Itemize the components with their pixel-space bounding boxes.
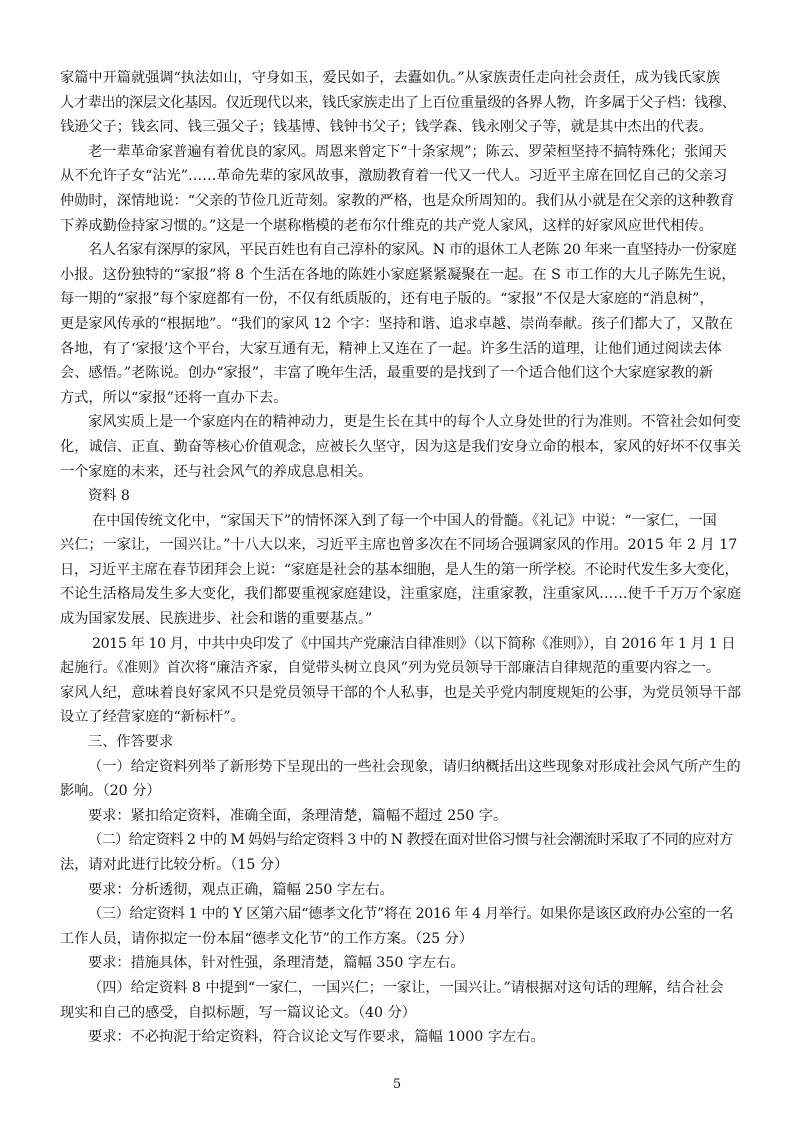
paragraph bbox=[60, 140, 740, 238]
question bbox=[60, 828, 740, 877]
text-line: 人才辈出的深层文化基因。仅近现代以来，钱氏家族走出了上百位重量级的各界人物，许多属于父子档：钱穆、 bbox=[60, 94, 736, 111]
question bbox=[60, 755, 740, 804]
text-line: （二）给定资料 2 中的 M 妈妈与给定资料 3 中的 N 教授在面对世俗习惯与社会潮流时采取了不同的应对方 bbox=[88, 832, 733, 849]
text-line: 家风实质上是一个家庭内在的精神动力，更是生长在其中的每个人立身处世的行为准则。不管社会如何变 bbox=[88, 414, 741, 431]
paragraph bbox=[60, 632, 740, 730]
text-line: 名人名家有深厚的家风，平民百姓也有自己淳朴的家风。N 市的退休工人老陈 20 年来一直坚持办一份家庭 bbox=[88, 242, 737, 259]
page-number: 5 bbox=[392, 1077, 402, 1092]
text-line: （三）给定资料 1 中的 Y 区第六届“德孝文化节”将在 2016 年 4 月举行。如果你是该区政府办公室的一名 bbox=[88, 906, 734, 923]
text-line: 方式，所以“家报”还将一直办下去。 bbox=[60, 389, 288, 406]
paragraph bbox=[60, 410, 740, 484]
text-line: 要求：分析透彻，观点正确，篇幅 250 字左右。 bbox=[88, 881, 394, 898]
section-heading bbox=[60, 730, 740, 755]
text-line: 法，请对此进行比较分析。（15 分） bbox=[60, 857, 289, 873]
question-requirement bbox=[60, 804, 740, 829]
text-line: 下养成勤俭持家习惯的。”这是一个堪称楷模的老布尔什维克的共产党人家风，这样的好家风应世代相传。 bbox=[60, 217, 713, 234]
text-line: 钱逊父子；钱玄同、钱三强父子；钱基博、钱钟书父子；钱学森、钱永刚父子等，就是其中杰出的代表。 bbox=[60, 119, 713, 136]
question bbox=[60, 976, 740, 1025]
text-line: 从不允许子女“沾光”……革命先辈的家风故事，激励教育着一代又一代人。习近平主席在回忆自己的父亲习 bbox=[60, 168, 728, 185]
text-line: 小报。这份独特的“家报”将 8 个生活在各地的陈姓小家庭紧紧凝聚在一起。在 S 市工作的大儿子陈先生说， bbox=[60, 266, 736, 283]
text-line: 在中国传统文化中，“家国天下”的情怀深入到了每一个中国人的骨髓。《礼记》中说：“一家仁，一国 bbox=[92, 512, 717, 529]
text-line: 家风人纪，意味着良好家风不只是党员领导干部的个人私事，也是关乎党内制度规矩的公事，为党员领导干部 bbox=[60, 684, 742, 701]
text-line: 现实和自己的感受，自拟标题，写一篇议论文。（40 分） bbox=[60, 1004, 416, 1021]
text-line: 更是家风传承的“根据地”。“我们的家风 12 个字：坚持和谐、追求卓越、崇尚奉献。孩子们都大了，又散在 bbox=[60, 315, 734, 332]
text-line: 要求：不必拘泥于给定资料，符合议论文写作要求，篇幅 1000 字左右。 bbox=[88, 1029, 545, 1046]
text-line: （四）给定资料 8 中提到“一家仁，一国兴仁；一家让，一国兴让。”请根据对这句话的理解，结合社会 bbox=[88, 979, 724, 996]
text-line: 各地，有了‘家报’这个平台，大家互通有无，精神上又连在了一起。许多生活的道理，让他们通过阅读去体 bbox=[60, 340, 722, 357]
question-requirement bbox=[60, 951, 740, 976]
paragraph bbox=[60, 238, 740, 410]
text-line: 会、感悟。”老陈说。创办“家报”，丰富了晚年生活，最重要的是找到了一个适合他们这个大家庭家教的新 bbox=[60, 365, 714, 382]
text-line: 2015 年 10 月，中共中央印发了《中国共产党廉洁自律准则》（以下简称《准则》），自 2016 年 1 月 1 日 bbox=[92, 635, 736, 652]
section-label bbox=[60, 484, 740, 509]
paragraph bbox=[60, 66, 740, 140]
text-line: 兴仁；一家让，一国兴让。”十八大以来，习近平主席也曾多次在不同场合强调家风的作用。2015 年 2 月 17 bbox=[60, 537, 738, 554]
text-line: 成为国家发展、民族进步、社会和谐的重要基点。” bbox=[60, 611, 373, 628]
text-line: （一）给定资料列举了新形势下呈现出的一些社会现象，请归纳概括出这些现象对形成社会风气所产生的 bbox=[88, 758, 741, 775]
text-line: 仲勋时，深情地说：“父亲的节俭几近苛刻。家教的严格，也是众所周知的。我们从小就是在父亲的这种教育 bbox=[60, 192, 735, 209]
question bbox=[60, 902, 740, 951]
text-line: 要求：紧扣给定资料，准确全面，条理清楚，篇幅不超过 250 字。 bbox=[88, 807, 508, 824]
text-line: 影响。（20 分） bbox=[60, 783, 161, 800]
text-line: 资料 8 bbox=[88, 488, 130, 505]
text-line: 老一辈革命家普遍有着优良的家风。周恩来曾定下“十条家规”；陈云、罗荣桓坚持不搞特殊化；张闻天 bbox=[88, 143, 727, 160]
text-line: 起施行。《准则》首次将“廉洁齐家，自觉带头树立良风”列为党员领导干部廉洁自律规范的重要内容之一。 bbox=[60, 660, 721, 677]
text-line: 一个家庭的未来，还与社会风气的养成息息相关。 bbox=[60, 463, 373, 480]
text-line: 三、作答要求 bbox=[88, 734, 174, 751]
text-line: 不论生活格局发生多大变化，我们都要重视家庭建设，注重家庭，注重家教，注重家风……使千千万万个家庭 bbox=[60, 586, 742, 603]
text-line: 每一期的“家报”每个家庭都有一份，不仅有纸质版的，还有电子版的。“家报”不仅是大家庭的“消息树”， bbox=[60, 291, 714, 308]
paragraph bbox=[60, 509, 740, 632]
text-line: 要求：措施具体，针对性强，条理清楚，篇幅 350 字左右。 bbox=[88, 955, 465, 972]
text-line: 工作人员，请你拟定一份本届“德孝文化节”的工作方案。（25 分） bbox=[60, 930, 474, 947]
question-requirement bbox=[60, 1025, 740, 1050]
question-requirement bbox=[60, 878, 740, 903]
text-line: 日，习近平主席在春节团拜会上说：“家庭是社会的基本细胞，是人生的第一所学校。不论时代发生多大变化， bbox=[60, 561, 739, 578]
text-line: 家篇中开篇就强调“执法如山，守身如玉，爱民如子，去蠹如仇。”从家族责任走向社会责任，成为钱氏家族 bbox=[60, 70, 721, 86]
text-line: 设立了经营家庭的“新标杆”。 bbox=[60, 709, 245, 726]
document-body bbox=[60, 66, 740, 1050]
text-line: 化，诚信、正直、勤奋等核心价值观念，应被长久坚守，因为这是我们安身立命的根本，家风的好坏不仅事关 bbox=[60, 438, 742, 455]
